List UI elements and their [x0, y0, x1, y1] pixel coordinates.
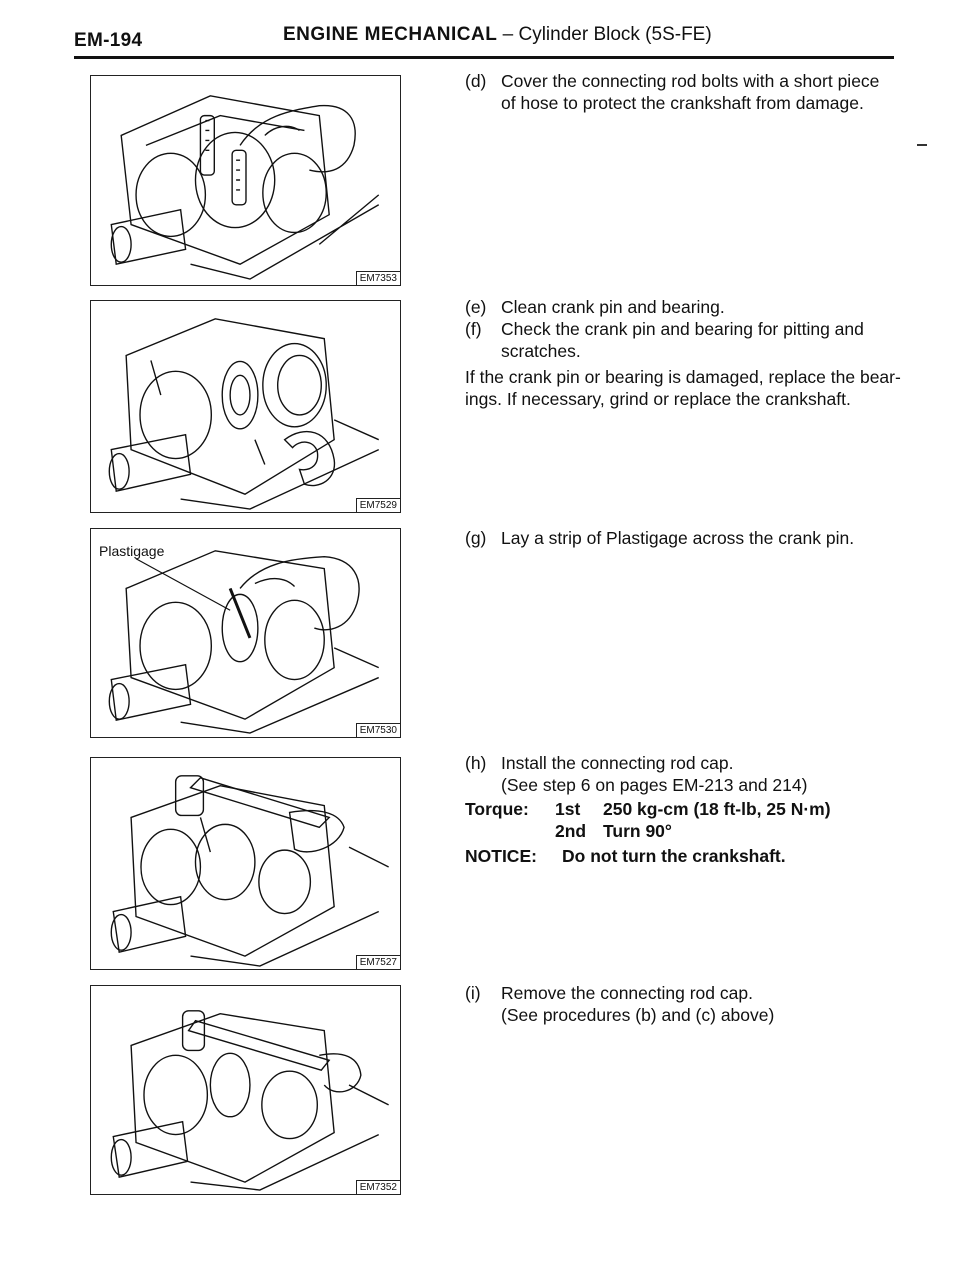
section-title [283, 24, 712, 46]
torque-value-1: 250 kg-cm (18 ft-lb, 25 N·m) [603, 799, 831, 819]
step-marker: (d) [465, 71, 487, 91]
notice-label: NOTICE: [465, 846, 537, 866]
step-f [465, 318, 905, 362]
step-i [465, 982, 905, 1026]
figure-torque-wrench [90, 757, 401, 970]
step-text: Remove the connecting rod cap. [501, 983, 753, 1003]
step-h [465, 752, 905, 796]
step-marker: (h) [465, 753, 487, 773]
step-f-note: If the crank pin or bearing is damaged, replace the bear-ings. If necessary, grind or replace the crankshaft. [465, 367, 901, 409]
margin-mark [917, 144, 927, 146]
step-d [465, 70, 895, 114]
figure-plastigage [90, 528, 401, 738]
step-text: Check the crank pin and bearing for pitting and scratches. [501, 319, 864, 361]
step-text: Install the connecting rod cap. [501, 753, 734, 773]
step-marker: (g) [465, 528, 487, 548]
torque-step-2: 2nd [555, 821, 587, 841]
figure-code: EM7530 [356, 723, 400, 737]
step-marker: (i) [465, 983, 481, 1003]
step-text: Cover the connecting rod bolts with a short piece of hose to protect the crankshaft from damage. [501, 71, 880, 113]
plastigage-callout: Plastigage [99, 543, 165, 559]
page-number: EM-194 [74, 30, 143, 51]
torque-step-1: 1st [555, 799, 581, 819]
figure-clean-crank-pin [90, 300, 401, 513]
figure-code: EM7527 [356, 955, 400, 969]
figure-code: EM7353 [356, 271, 400, 285]
engine-illustration [91, 301, 400, 512]
figure-remove-cap [90, 985, 401, 1195]
engine-illustration [91, 758, 400, 969]
step-reference: (See step 6 on pages EM-213 and 214) [501, 775, 808, 795]
step-reference: (See procedures (b) and (c) above) [501, 1005, 775, 1025]
notice-text: Do not turn the crankshaft. [562, 846, 786, 866]
torque-value-2: Turn 90° [603, 821, 672, 841]
torque-label: Torque: [465, 799, 529, 819]
step-text: Lay a strip of Plastigage across the crank pin. [501, 528, 855, 548]
figure-code: EM7352 [356, 1180, 400, 1194]
section-name: ENGINE MECHANICAL [283, 24, 498, 45]
engine-illustration [91, 529, 400, 737]
step-marker: (f) [465, 319, 482, 339]
subsection-name: – Cylinder Block (5S-FE) [502, 24, 712, 45]
step-text: Clean crank pin and bearing. [501, 297, 725, 317]
step-g [465, 527, 905, 549]
figure-code: EM7529 [356, 498, 400, 512]
engine-illustration [91, 986, 400, 1194]
header-rule [74, 56, 894, 59]
step-e [465, 296, 905, 318]
figure-cover-rod-bolts [90, 75, 401, 286]
engine-illustration [91, 76, 400, 285]
step-marker: (e) [465, 297, 487, 317]
